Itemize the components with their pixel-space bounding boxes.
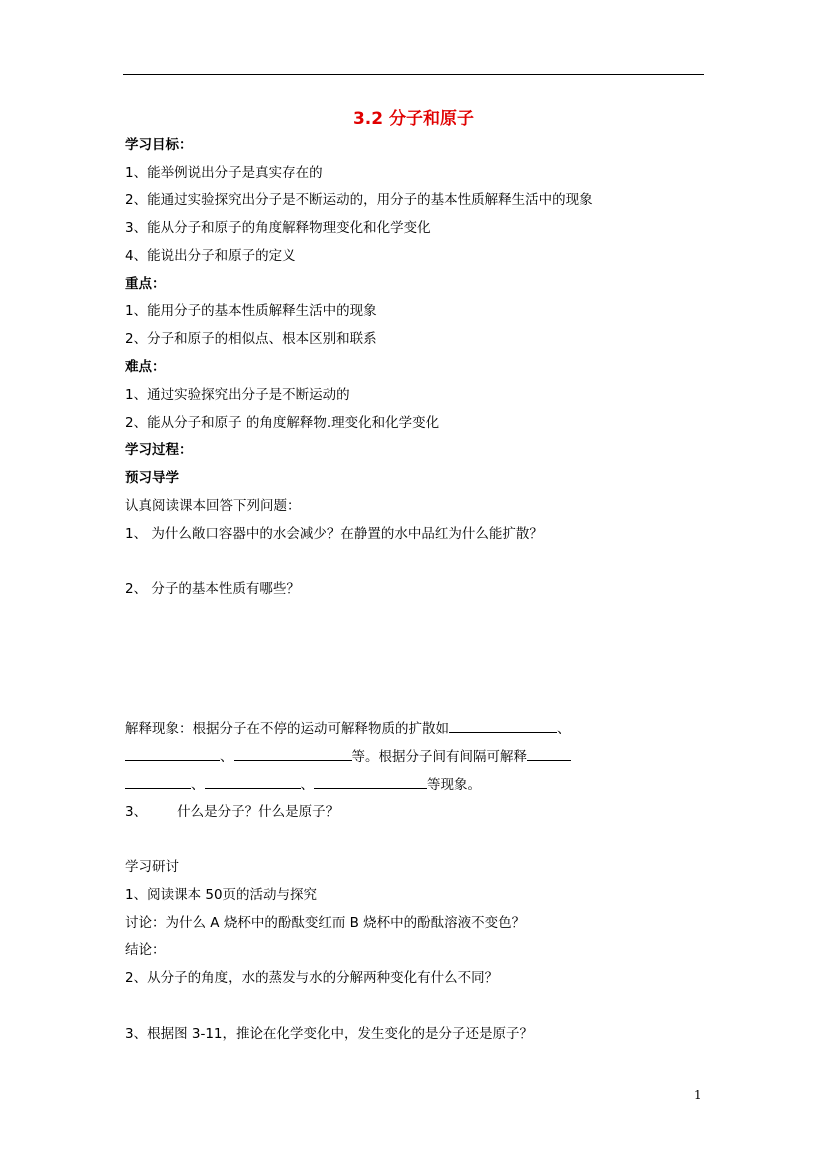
- answer-blank[interactable]: [527, 747, 571, 761]
- objective-item: 1、能举例说出分子是真实存在的: [125, 165, 323, 181]
- page-title: 3.2 分子和原子: [352, 109, 475, 129]
- question-text: 什么是分子？什么是原子？: [177, 804, 340, 820]
- difficulty-item: 1、通过实验探究出分子是不断运动的: [125, 387, 350, 403]
- question-1: 1、 为什么敞口容器中的水会减少？在静置的水中品红为什么能扩散？: [125, 526, 543, 542]
- answer-blank[interactable]: [449, 719, 557, 733]
- separator: 、: [557, 721, 571, 737]
- explain-text: 等现象。: [427, 777, 481, 793]
- answer-blank[interactable]: [125, 775, 191, 789]
- separator: 、: [300, 777, 314, 793]
- explain-line-2: [125, 747, 571, 766]
- key-point-item: 2、分子和原子的相似点、根本区别和联系: [125, 331, 377, 347]
- explain-text: 解释现象：根据分子在不停的运动可解释物质的扩散如: [125, 721, 449, 737]
- preview-intro: 认真阅读课本回答下列问题：: [125, 498, 301, 514]
- header-rule: [123, 74, 704, 75]
- key-points-heading: 重点：: [125, 276, 166, 292]
- objective-item: 3、能从分子和原子的角度解释物理变化和化学变化: [125, 220, 431, 236]
- objectives-heading: 学习目标：: [125, 137, 193, 153]
- answer-blank[interactable]: [234, 747, 352, 761]
- separator: 、: [220, 749, 234, 765]
- conclusion: 结论：: [125, 942, 166, 958]
- study-item-1: 1、阅读课本 50页的活动与探究: [125, 887, 318, 903]
- difficulty-item: 2、能从分子和原子 的角度解释物.理变化和化学变化: [125, 415, 440, 431]
- objective-item: 4、能说出分子和原子的定义: [125, 248, 296, 264]
- objective-item: 2、能通过实验探究出分子是不断运动的，用分子的基本性质解释生活中的现象: [125, 192, 593, 208]
- explain-line-1: [125, 719, 571, 738]
- question-3: [125, 803, 339, 821]
- process-heading: 学习过程：: [125, 442, 193, 458]
- discussion: 讨论：为什么 A 烧杯中的酚酞变红而 B 烧杯中的酚酞溶液不变色？: [125, 915, 526, 931]
- page-number: 1: [694, 1088, 702, 1102]
- key-point-item: 1、能用分子的基本性质解释生活中的现象: [125, 303, 377, 319]
- explain-text: 等。根据分子间有间隔可解释: [351, 749, 527, 765]
- question-2: 2、 分子的基本性质有哪些？: [125, 581, 300, 597]
- study-item-3: 3、根据图 3-11，推论在化学变化中，发生变化的是分子还是原子？: [125, 1026, 534, 1042]
- difficulties-heading: 难点：: [125, 359, 166, 375]
- answer-blank[interactable]: [314, 775, 427, 789]
- question-number: 3、: [125, 804, 148, 820]
- separator: 、: [191, 777, 205, 793]
- study-item-2: 2、从分子的角度，水的蒸发与水的分解两种变化有什么不同？: [125, 970, 499, 986]
- preview-heading: 预习导学: [125, 470, 179, 486]
- answer-blank[interactable]: [125, 747, 220, 761]
- study-heading: 学习研讨: [125, 859, 179, 875]
- answer-blank[interactable]: [205, 775, 301, 789]
- explain-line-3: [125, 775, 481, 794]
